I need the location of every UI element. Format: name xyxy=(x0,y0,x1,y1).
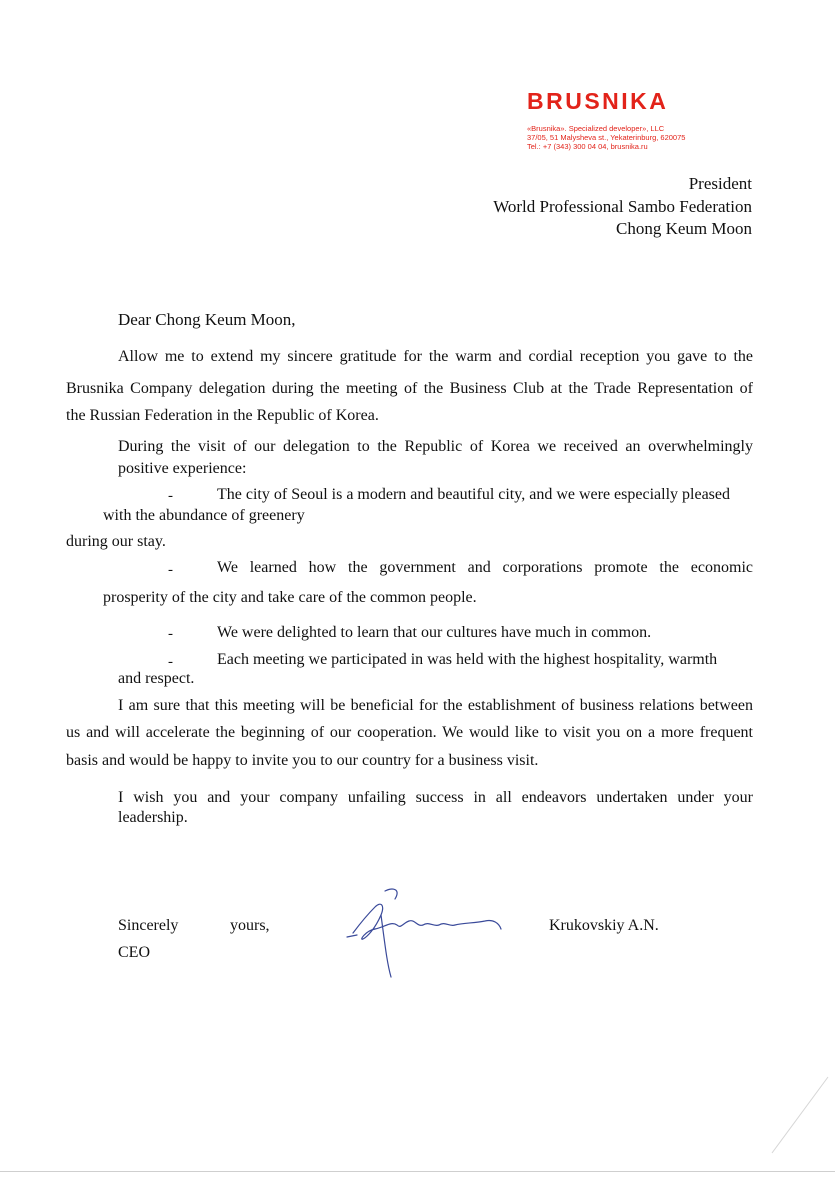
bullet-3-line-1: We were delighted to learn that our cultures have much in common. xyxy=(217,624,652,641)
bullet-dash: - xyxy=(168,488,173,504)
company-logo: BRUSNIKA xyxy=(527,88,669,114)
handwritten-signature xyxy=(345,885,510,980)
paragraph-3-line-1: I am sure that this meeting will be beneficial for the establishment of business relations between xyxy=(118,697,753,714)
bullet-dash: - xyxy=(168,626,173,642)
bullet-2-line-1: We learned how the government and corporations promote the economic xyxy=(217,559,753,576)
company-address: 37/05, 51 Malysheva st., Yekaterinburg, 620075 xyxy=(527,133,686,142)
bullet-dash: - xyxy=(168,562,173,578)
bullet-1-line-2: with the abundance of greenery xyxy=(103,507,305,524)
paragraph-4-line-2: leadership. xyxy=(118,809,188,826)
bullet-dash: - xyxy=(168,654,173,670)
bullet-1-line-3: during our stay. xyxy=(66,533,166,550)
signer-name: Krukovskiy A.N. xyxy=(549,917,659,934)
paragraph-1-line-3: the Russian Federation in the Republic of Korea. xyxy=(66,407,379,424)
paragraph-3-line-3: basis and would be happy to invite you to our country for a business visit. xyxy=(66,752,539,769)
paragraph-1-line-1: Allow me to extend my sincere gratitude for the warm and cordial reception you gave to the xyxy=(118,348,753,365)
addressee-organization: World Professional Sambo Federation xyxy=(493,197,752,216)
bullet-4-line-2: and respect. xyxy=(118,670,195,687)
closing-yours: yours, xyxy=(230,917,270,934)
bullet-2-line-2: prosperity of the city and take care of the common people. xyxy=(103,589,477,606)
signer-position: CEO xyxy=(118,944,150,961)
bullet-1-line-1: The city of Seoul is a modern and beautiful city, and we were especially pleased xyxy=(217,486,730,503)
paragraph-1-line-2: Brusnika Company delegation during the meeting of the Business Club at the Trade Representation of xyxy=(66,380,753,397)
bullet-4-line-1: Each meeting we participated in was held with the highest hospitality, warmth xyxy=(217,651,718,668)
paragraph-2-line-2: positive experience: xyxy=(118,460,247,477)
paragraph-4-line-1: I wish you and your company unfailing success in all endeavors undertaken under your xyxy=(118,789,753,806)
scan-edge-line xyxy=(0,1171,835,1172)
paragraph-2-line-1: During the visit of our delegation to the Republic of Korea we received an overwhelmingly xyxy=(118,438,753,455)
salutation: Dear Chong Keum Moon, xyxy=(118,310,296,329)
paragraph-3-line-2: us and will accelerate the beginning of our cooperation. We would like to visit you on a more frequent xyxy=(66,724,753,741)
addressee-title: President xyxy=(688,174,752,193)
addressee-name: Chong Keum Moon xyxy=(616,219,752,238)
closing-sincerely: Sincerely xyxy=(118,917,179,934)
company-contacts: Tel.: +7 (343) 300 04 04, brusnika.ru xyxy=(527,142,648,151)
scan-artifact-line xyxy=(770,1075,830,1155)
company-legal-name: «Brusnika». Specialized developer», LLC xyxy=(527,124,665,133)
